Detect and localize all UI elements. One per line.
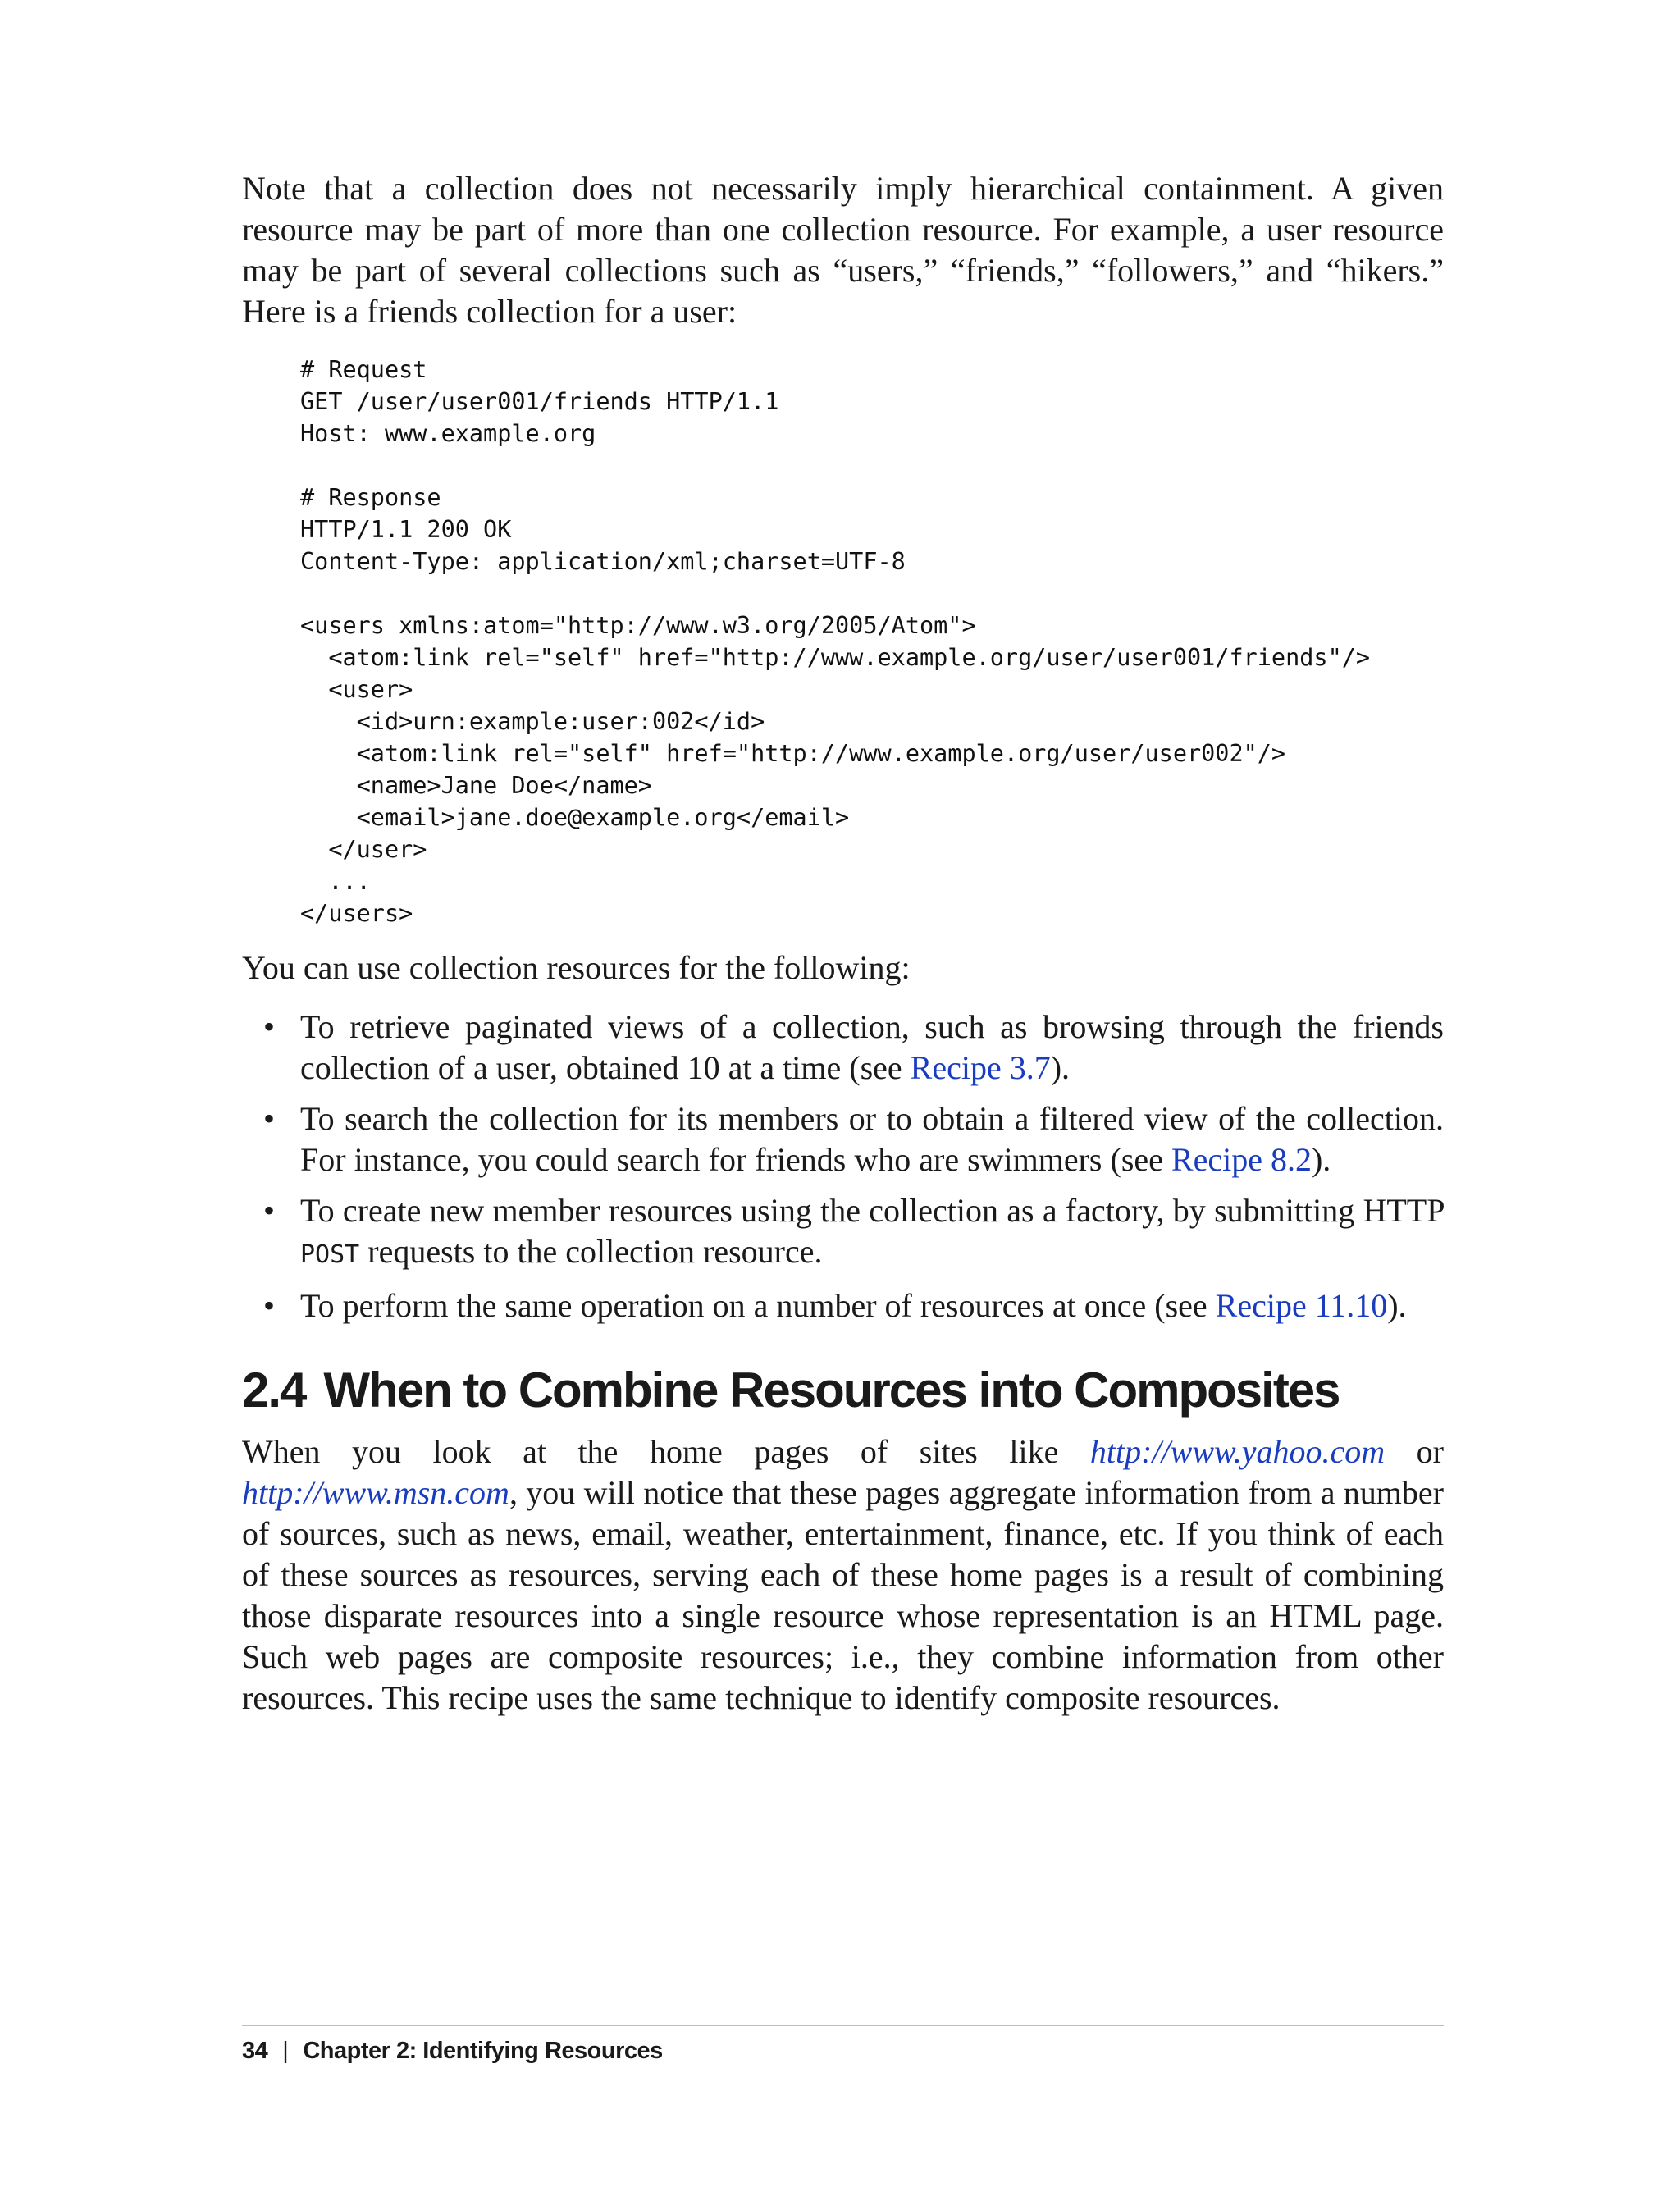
list-item xyxy=(242,1098,1444,1180)
footer-separator: | xyxy=(282,2038,289,2064)
list-item-text: To perform the same operation on a number of resources at once (see xyxy=(300,1287,1216,1324)
section-paragraph xyxy=(242,1431,1444,1719)
uses-list xyxy=(242,1007,1444,1326)
page-content xyxy=(242,168,1444,1719)
recipe-link[interactable]: Recipe 3.7 xyxy=(910,1049,1051,1086)
list-item-end: ). xyxy=(1387,1287,1407,1324)
yahoo-link[interactable]: http://www.yahoo.com xyxy=(1089,1433,1386,1470)
recipe-link[interactable]: Recipe 8.2 xyxy=(1171,1141,1312,1178)
page-footer xyxy=(242,2025,1444,2065)
list-item-text: requests to the collection resource. xyxy=(359,1233,823,1270)
list-item-text: To create new member resources using the collection as a factory, by submitting HTTP xyxy=(300,1192,1444,1229)
list-item-text: To retrieve paginated views of a collection, such as browsing through the friends collection of a user, obtained 10 at a time (see xyxy=(300,1008,1444,1086)
list-item xyxy=(242,1007,1444,1089)
paragraph-text: When you look at the home pages of sites like xyxy=(242,1433,1090,1470)
list-item-end: ). xyxy=(1050,1049,1071,1086)
list-item xyxy=(242,1285,1444,1326)
list-item-end: ). xyxy=(1311,1141,1331,1178)
section-heading xyxy=(242,1361,1444,1420)
bullet-icon: • xyxy=(263,1192,276,1229)
section-number: 2.4 xyxy=(242,1363,306,1418)
paragraph-text: , you will notice that these pages aggregate information from a number of sources, such as news, email, weather, entertainment, finance, etc. If you think of each of these sources as resources, serving each of these home pages is a result of combining those disparate resources into a single resource whose representation is an HTML page. Such web pages are composite resources; i.e., they combine information from other resources. This recipe uses the same technique to identify composite resources. xyxy=(242,1474,1444,1716)
paragraph-text: or xyxy=(1385,1433,1444,1470)
uses-intro: You can use collection resources for the following: xyxy=(242,949,911,986)
bullet-icon: • xyxy=(263,1008,276,1045)
inline-code: POST xyxy=(300,1240,360,1269)
page-number: 34 xyxy=(242,2038,268,2064)
bullet-icon: • xyxy=(263,1287,276,1324)
bullet-icon: • xyxy=(263,1100,276,1137)
msn-link[interactable]: http://www.msn.com xyxy=(242,1474,509,1511)
code-example: # Request GET /user/user001/friends HTTP/1.1 Host: www.example.org # Response HTTP/1.1 200 OK Content-Type: application/xml;charset=UTF-8 <users xmlns:atom="http://www.w3.org/2005/Atom"> <atom:link rel="self" href="http://www.example.org/user/user001/friends"/> <user> <id>urn:example:user:002</id> <atom:link rel="self" href="http://www.example.org/user/user002"/> <name>Jane Doe</name> <email>jane.doe@example.org</email> </user> ... </users> xyxy=(300,356,1371,927)
recipe-link[interactable]: Recipe 11.10 xyxy=(1215,1287,1388,1324)
section-title: When to Combine Resources into Composites xyxy=(323,1363,1340,1418)
intro-paragraph: Note that a collection does not necessarily imply hierarchical containment. A given resource may be part of more than one collection resource. For example, a user resource may be part of several collections such as “users,” “friends,” “followers,” and “hikers.” Here is a friends collection for a user: xyxy=(242,170,1444,330)
list-item xyxy=(242,1190,1444,1276)
chapter-title: Chapter 2: Identifying Resources xyxy=(303,2038,663,2064)
list-item-text: To search the collection for its members or to obtain a filtered view of the collection. For instance, you could search for friends who are swimmers (see xyxy=(300,1100,1444,1178)
